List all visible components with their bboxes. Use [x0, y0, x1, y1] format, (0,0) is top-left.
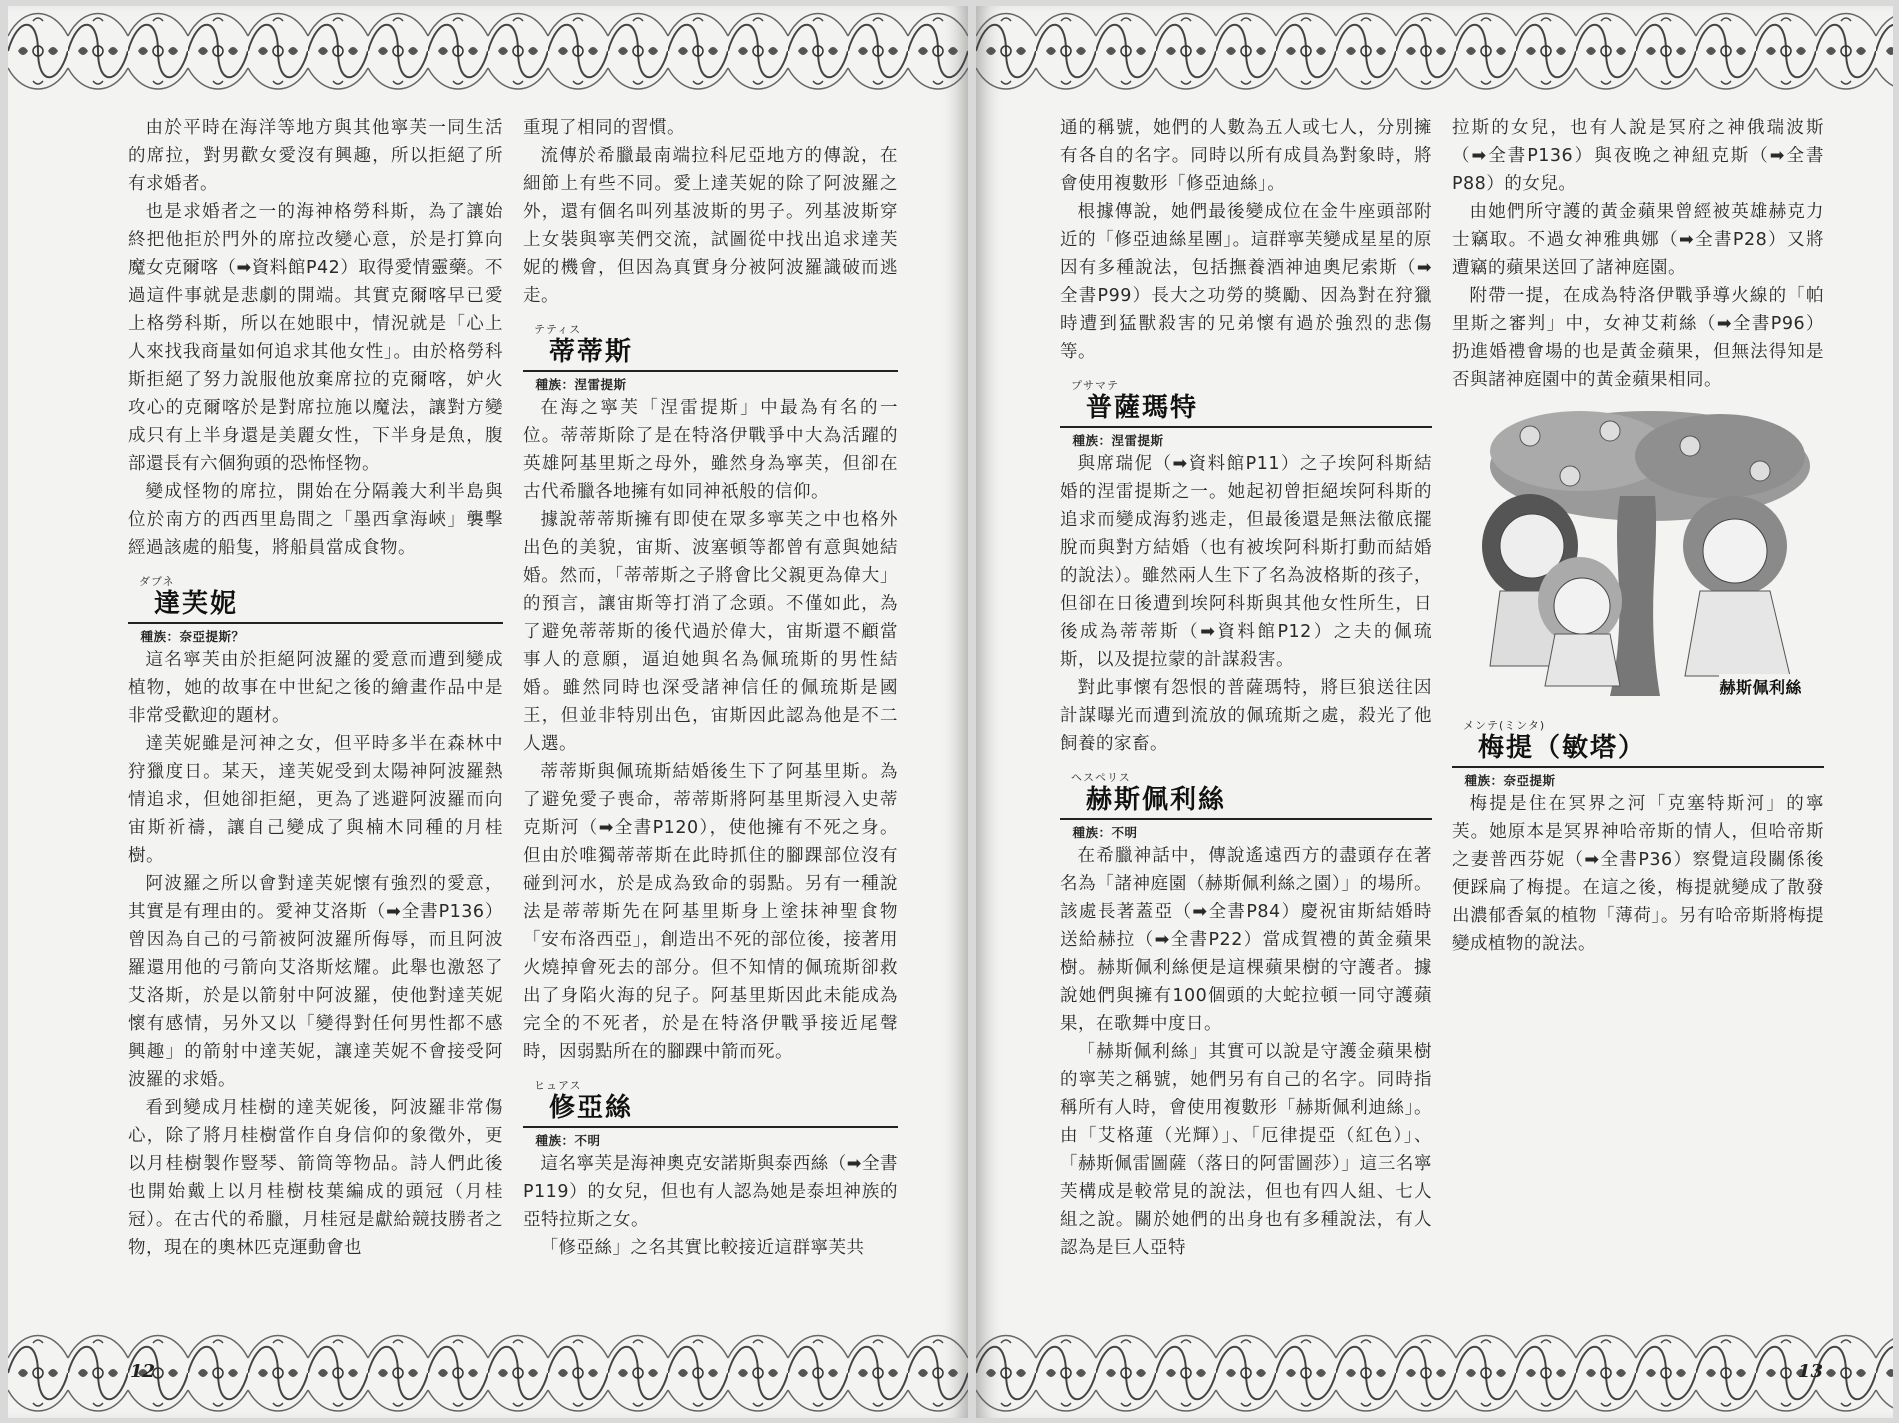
entry-title: 蒂蒂斯: [549, 337, 634, 367]
paragraph: 由於平時在海洋等地方與其他寧芙一同生活的席拉，對男歡女愛沒有興趣，所以拒絕了所有求婚者。: [128, 118, 503, 194]
title-rule: [1060, 818, 1432, 820]
paragraph: 達芙妮雖是河神之女，但平時多半在森林中狩獵度日。某天，達芙妮受到太陽神阿波羅熱情追求，但她卻拒絕，更為了逃避阿波羅而向宙斯祈禱，讓自己變成了與楠木同種的月桂樹。: [128, 734, 503, 866]
entry-race: 種族：奈亞提斯？: [140, 629, 245, 644]
title-rule: [523, 1126, 898, 1128]
right-page: [976, 6, 1893, 1418]
left-column-2: [523, 114, 898, 1262]
entry-race: 種族：不明: [1072, 825, 1138, 840]
entry-ruby: ヘスペリス: [1071, 771, 1131, 784]
illustration-hesperides: [1460, 406, 1810, 706]
paragraph: 重現了相同的習慣。: [523, 118, 685, 138]
ornamental-border-top: [8, 6, 968, 96]
entry-mentha: [1452, 720, 1824, 958]
paragraph: 阿波羅之所以會對達芙妮懷有強烈的愛意，其實是有理由的。愛神艾洛斯（➡全書P136）曾因為自己的弓箭被阿波羅所侮辱，而且阿波羅還用他的弓箭向艾洛斯炫耀。此舉也激怒了艾洛斯，於是以箭射中阿波羅，使他對達芙妮懷有感情，另外又以「變得對任何男性都不感興趣」的箭射中達芙妮，讓達芙妮不會接受阿波羅的求婚。: [128, 874, 503, 1090]
entry-hesperides: [1060, 772, 1432, 1262]
title-rule: [1452, 766, 1824, 768]
right-column-1: [1060, 114, 1432, 1262]
paragraph: 在希臘神話中，傳說遙遠西方的盡頭存在著名為「諸神庭園（赫斯佩利絲之園）」的場所。該處長著蓋亞（➡全書P84）慶祝宙斯結婚時送給赫拉（➡全書P22）當成賀禮的黃金蘋果樹。赫斯佩利絲便是這棵蘋果樹的守護者。據說她們與擁有100個頭的大蛇拉頓一同守護蘋果，在歌舞中度日。: [1060, 846, 1432, 1034]
paragraph: 也是求婚者之一的海神格勞科斯，為了讓始終把他拒於門外的席拉改變心意，於是打算向魔女克爾喀（➡資料館P42）取得愛情靈藥。不過這件事就是悲劇的開端。其實克爾喀早已愛上格勞科斯，所以在她眼中，情況就是「心上人來找我商量如何追求其他女性」。由於格勞科斯拒絕了努力說服他放棄席拉的克爾喀，妒火攻心的克爾喀於是對席拉施以魔法，讓對方變成只有上半身還是美麗女性，下半身是魚，腹部還長有六個狗頭的恐怖怪物。: [128, 202, 503, 474]
paragraph: 據說蒂蒂斯擁有即使在眾多寧芙之中也格外出色的美貌，宙斯、波塞頓等都曾有意與她結婚。然而，「蒂蒂斯之子將會比父親更為偉大」的預言，讓宙斯等打消了念頭。不僅如此，為了避免蒂蒂斯的後代過於偉大，宙斯還不顧當事人的意願，逼迫她與名為佩琉斯的男性結婚。雖然同時也深受諸神信任的佩琉斯是國王，但並非特別出色，宙斯因此認為他是不二人選。: [523, 510, 898, 754]
paragraph: 在海之寧芙「涅雷提斯」中最為有名的一位。蒂蒂斯除了是在特洛伊戰爭中大為活躍的英雄阿基里斯之母外，雖然身為寧芙，但卻在古代希臘各地擁有如同神祇般的信仰。: [523, 398, 898, 502]
entry-psamathe: [1060, 380, 1432, 758]
entry-title: 赫斯佩利絲: [1086, 785, 1227, 815]
paragraph: 根據傳說，她們最後變成位在金牛座頭部附近的「修亞迪絲星團」。這群寧芙變成星星的原因有多種說法，包括撫養酒神迪奧尼索斯（➡全書P99）長大之功勞的獎勵、因為對在狩獵時遭到猛獸殺害的兄弟懷有過於強烈的悲傷等。: [1060, 202, 1432, 362]
paragraph: 附帶一提，在成為特洛伊戰爭導火線的「帕里斯之審判」中，女神艾莉絲（➡全書P96）扔進婚禮會場的也是黃金蘋果，但無法得知是否與諸神庭園中的黃金蘋果相同。: [1452, 286, 1824, 390]
paragraph: 拉斯的女兒，也有人說是冥府之神俄瑞波斯（➡全書P136）與夜晚之神紐克斯（➡全書P88）的女兒。: [1452, 118, 1824, 194]
entry-hyades: [523, 1080, 898, 1262]
paragraph: 變成怪物的席拉，開始在分隔義大利半島與位於南方的西西里島間之「墨西拿海峽」襲擊經過該處的船隻，將船員當成食物。: [128, 482, 503, 558]
entry-title: 普薩瑪特: [1086, 393, 1199, 423]
entry-daphne: [128, 576, 503, 1262]
entry-race: 種族：不明: [535, 1133, 601, 1148]
page-number: 12: [130, 1361, 156, 1382]
entry-title: 修亞絲: [549, 1093, 634, 1123]
paragraph: 蒂蒂斯與佩琉斯結婚後生下了阿基里斯。為了避免愛子喪命，蒂蒂斯將阿基里斯浸入史蒂克斯河（➡全書P120），使他擁有不死之身。但由於唯獨蒂蒂斯在此時抓住的腳踝部位沒有碰到河水，於是成為致命的弱點。另有一種說法是蒂蒂斯先在阿基里斯身上塗抹神聖食物「安布洛西亞」，創造出不死的部位後，接著用火燒掉會死去的部分。但不知情的佩琉斯卻救出了身陷火海的兒子。阿基里斯因此未能成為完全的不死者，於是在特洛伊戰爭接近尾聲時，因弱點所在的腳踝中箭而死。: [523, 762, 898, 1062]
paragraph: 由她們所守護的黃金蘋果曾經被英雄赫克力士竊取。不過女神雅典娜（➡全書P28）又將遭竊的蘋果送回了諸神庭園。: [1452, 202, 1824, 278]
entry-title: 達芙妮: [154, 589, 239, 619]
entry-race: 種族：奈亞提斯: [1464, 773, 1556, 788]
entry-race: 種族：涅雷提斯: [535, 377, 627, 392]
title-rule: [1060, 426, 1432, 428]
paragraph: 看到變成月桂樹的達芙妮後，阿波羅非常傷心，除了將月桂樹當作自身信仰的象徵外，更以月桂樹製作豎琴、箭筒等物品。詩人們此後也開始戴上以月桂樹枝葉編成的頭冠（月桂冠）。在古代的希臘，月桂冠是獻給競技勝者之物，現在的奧林匹克運動會也: [128, 1098, 503, 1258]
paragraph: 這名寧芙由於拒絕阿波羅的愛意而遭到變成植物，她的故事在中世紀之後的繪畫作品中是非常受歡迎的題材。: [128, 650, 503, 726]
entry-title: 梅提（敏塔）: [1478, 733, 1647, 763]
right-column-2: [1452, 114, 1824, 958]
entry-race: 種族：涅雷提斯: [1072, 433, 1164, 448]
paragraph: 「修亞絲」之名其實比較接近這群寧芙共: [540, 1238, 865, 1258]
ornamental-border-bottom: [976, 1328, 1893, 1418]
entry-thetis: [523, 324, 898, 1066]
left-column-1: [128, 114, 503, 1262]
title-rule: [523, 370, 898, 372]
page-number: 13: [1797, 1361, 1823, 1382]
entry-ruby: メンテ(ミンタ): [1463, 719, 1546, 732]
paragraph: 「赫斯佩利絲」其實可以說是守護金蘋果樹的寧芙之稱號，她們另有自己的名字。同時指稱所有人時，會使用複數形「赫斯佩利迪絲」。由「艾格蓮（光輝）」、「厄律提亞（紅色）」、「赫斯佩雷圖薩（落日的阿雷圖莎）」這三名寧芙構成是較常見的說法，但也有四人組、七人組之說。關於她們的出身也有多種說法，有人認為是巨人亞特: [1060, 1042, 1432, 1258]
ornamental-border-top: [976, 6, 1893, 96]
entry-ruby: ヒュアス: [534, 1079, 582, 1092]
paragraph: 通的稱號，她們的人數為五人或七人，分別擁有各自的名字。同時以所有成員為對象時，將會使用複數形「修亞迪絲」。: [1060, 118, 1432, 194]
left-page: [8, 6, 968, 1418]
paragraph: 與席瑞伲（➡資料館P11）之子埃阿科斯結婚的涅雷提斯之一。她起初曾拒絕埃阿科斯的追求而變成海豹逃走，但最後還是無法徹底擺脫而與對方結婚（也有被埃阿科斯打動而結婚的說法）。雖然兩人生下了名為波格斯的孩子，但卻在日後遭到埃阿科斯與其他女性所生，日後成為蒂蒂斯（➡資料館P12）之夫的佩琉斯，以及提拉蒙的計謀殺害。: [1060, 454, 1432, 670]
title-rule: [128, 622, 503, 624]
entry-ruby: ダブネ: [139, 575, 175, 588]
paragraph: 這名寧芙是海神奧克安諾斯與泰西絲（➡全書P119）的女兒，但也有人認為她是泰坦神族的亞特拉斯之女。: [523, 1154, 898, 1230]
paragraph: 梅提是住在冥界之河「克塞特斯河」的寧芙。她原本是冥界神哈帝斯的情人，但哈帝斯之妻普西芬妮（➡全書P36）察覺這段關係後便踩扁了梅提。在這之後，梅提就變成了散發出濃郁香氣的植物「薄荷」。另有哈帝斯將梅提變成植物的說法。: [1452, 794, 1824, 954]
entry-ruby: プサマテ: [1071, 379, 1119, 392]
entry-ruby: テティス: [534, 323, 582, 336]
paragraph: 對此事懷有怨恨的普薩瑪特，將巨狼送往因計謀曝光而遭到流放的佩琉斯之處，殺光了他飼養的家畜。: [1060, 678, 1432, 754]
illustration-caption: 赫斯佩利絲: [1719, 674, 1802, 702]
paragraph: 流傳於希臘最南端拉科尼亞地方的傳說，在細節上有些不同。愛上達芙妮的除了阿波羅之外，還有個名叫列基波斯的男子。列基波斯穿上女裝與寧芙們交流，試圖從中找出追求達芙妮的機會，但因為真實身分被阿波羅識破而逃走。: [523, 146, 898, 306]
